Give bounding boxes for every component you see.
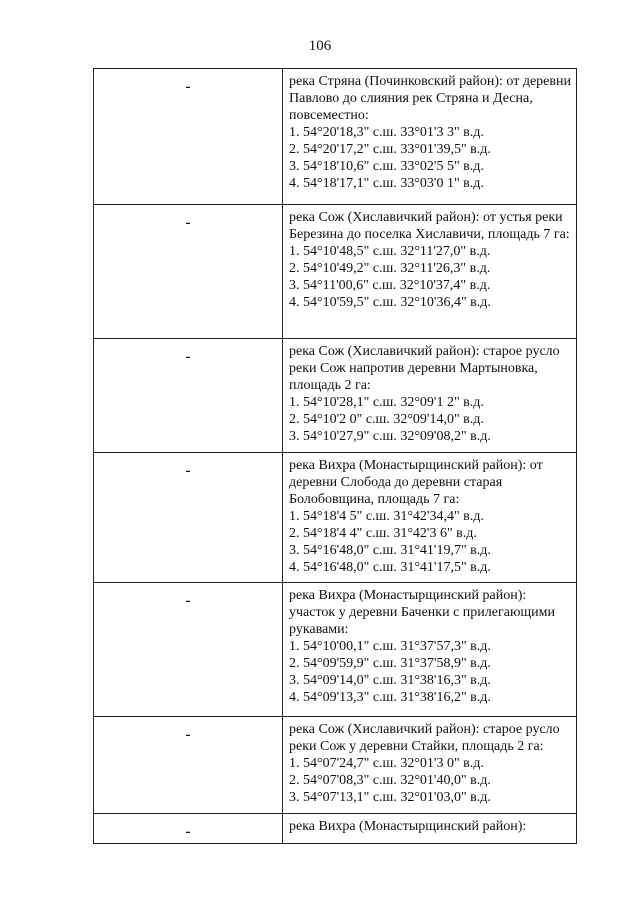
coordinate-item: 3. 54°07'13,1" с.ш. 32°01'03,0" в.д. [289,790,491,805]
water-body-description: река Вихра (Монастырщинский район): [289,819,527,834]
coordinate-list [289,508,572,576]
coordinate-item: 1. 54°10'00,1" с.ш. 31°37'57,3" в.д. [289,639,491,654]
coordinate-item: 3. 54°09'14,0" с.ш. 31°38'16,3" в.д. [289,673,491,688]
water-bodies-table [93,68,577,844]
row-marker: - [185,463,191,479]
coordinate-item: 4. 54°16'48,0" с.ш. 31°41'17,5" в.д. [289,560,491,575]
description-cell [283,453,577,583]
water-body-description: река Вихра (Монастырщинский район): участок у деревни Баченки с прилегающими рукавами: [289,588,556,637]
coordinate-item: 2. 54°09'59,9" с.ш. 31°37'58,9" в.д. [289,656,491,671]
marker-cell [94,69,283,205]
water-body-description: река Вихра (Монастырщинский район): от деревни Слобода до деревни старая Болобовщина, площадь 7 га: [289,458,543,507]
coordinate-item: 2. 54°18'4 4" с.ш. 31°42'3 6" в.д. [289,526,477,541]
water-body-description: река Сож (Хиславичкий район): от устья реки Березина до поселка Хиславичи, площадь 7 га: [289,210,570,242]
table-row [94,69,577,205]
table-row [94,339,577,453]
coordinate-list [289,124,572,192]
table-row [94,583,577,717]
description-cell [283,583,577,717]
description-cell [283,717,577,814]
marker-cell [94,205,283,339]
coordinate-item: 1. 54°10'28,1" с.ш. 32°09'1 2" в.д. [289,395,484,410]
row-marker: - [185,824,191,840]
marker-cell [94,583,283,717]
coordinate-item: 4. 54°10'59,5" с.ш. 32°10'36,4" в.д. [289,295,491,310]
coordinate-item: 2. 54°20'17,2" с.ш. 33°01'39,5" в.д. [289,142,491,157]
coordinate-item: 4. 54°09'13,3" с.ш. 31°38'16,2" в.д. [289,690,491,705]
coordinate-item: 2. 54°10'49,2" с.ш. 32°11'26,3" в.д. [289,261,491,276]
row-marker: - [185,727,191,743]
description-cell [283,69,577,205]
coordinate-item: 2. 54°07'08,3" с.ш. 32°01'40,0" в.д. [289,773,491,788]
table-row [94,205,577,339]
coordinate-item: 1. 54°10'48,5" с.ш. 32°11'27,0" в.д. [289,244,491,259]
water-body-description: река Сож (Хиславичкий район): старое русло реки Сож напротив деревни Мартыновка, площадь 2 га: [289,344,560,393]
description-cell [283,339,577,453]
row-marker: - [185,79,191,95]
marker-cell [94,717,283,814]
description-cell [283,205,577,339]
row-marker: - [185,593,191,609]
coordinate-item: 1. 54°07'24,7" с.ш. 32°01'3 0" в.д. [289,756,484,771]
coordinate-item: 4. 54°18'17,1" с.ш. 33°03'0 1" в.д. [289,176,484,191]
coordinate-list [289,638,572,706]
coordinate-item: 3. 54°18'10,6" с.ш. 33°02'5 5" в.д. [289,159,484,174]
page-number: 106 [308,38,332,54]
row-marker: - [185,349,191,365]
table-row [94,814,577,844]
coordinate-list [289,243,572,311]
table-row [94,717,577,814]
coordinate-item: 2. 54°10'2 0" с.ш. 32°09'14,0" в.д. [289,412,484,427]
coordinate-list [289,755,572,806]
water-body-description: река Стряна (Починковский район): от деревни Павлово до слияния рек Стряна и Десна, повсеместно: [289,74,571,123]
coordinate-list [289,394,572,445]
water-body-description: река Сож (Хиславичкий район): старое русло реки Сож у деревни Стайки, площадь 2 га: [289,722,560,754]
coordinate-item: 1. 54°18'4 5" с.ш. 31°42'34,4" в.д. [289,509,484,524]
coordinate-item: 3. 54°11'00,6" с.ш. 32°10'37,4" в.д. [289,278,491,293]
marker-cell [94,453,283,583]
coordinate-item: 3. 54°10'27,9" с.ш. 32°09'08,2" в.д. [289,429,491,444]
marker-cell [94,814,283,844]
marker-cell [94,339,283,453]
coordinate-item: 1. 54°20'18,3" с.ш. 33°01'3 3" в.д. [289,125,484,140]
coordinate-item: 3. 54°16'48,0" с.ш. 31°41'19,7" в.д. [289,543,491,558]
description-cell [283,814,577,844]
row-marker: - [185,215,191,231]
table-row [94,453,577,583]
